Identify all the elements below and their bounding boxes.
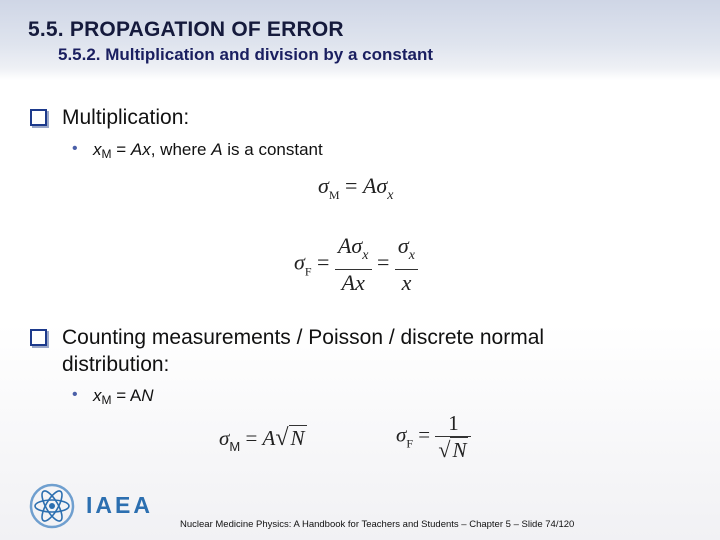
fraction-sqrt	[435, 410, 471, 463]
formula-sigma-m-poisson	[219, 425, 307, 454]
fraction-1	[335, 233, 372, 296]
slide-title: 5.5. PROPAGATION OF ERROR	[28, 18, 344, 41]
sigma-symbol: σ	[397, 233, 409, 258]
var-x: x	[93, 140, 102, 159]
sigma-symbol: σ	[351, 233, 363, 258]
iaea-logo-text: IAEA	[86, 492, 153, 518]
fraction-2	[395, 233, 418, 296]
equals-sign: =	[345, 173, 358, 198]
sigma-symbol: σ	[294, 249, 305, 275]
heading-line-1: Counting measurements / Poisson / discrete normal	[62, 326, 545, 349]
eq-text: =	[111, 140, 131, 159]
where-text: , where	[150, 140, 212, 159]
var-x: x	[93, 386, 102, 405]
equals-sign: =	[418, 422, 431, 447]
sigma-sub: M	[328, 188, 340, 202]
var-A: A	[130, 140, 143, 159]
sigma-symbol: σ	[396, 422, 407, 447]
var-A: A	[362, 173, 377, 198]
multiplication-definition	[93, 140, 323, 161]
sqrt-icon: √	[438, 437, 451, 462]
sigma-sub: x	[387, 188, 394, 203]
var-N: N	[452, 438, 467, 462]
header-band	[0, 0, 720, 80]
sigma-sub: x	[408, 248, 415, 263]
var-sub: M	[101, 147, 112, 161]
iaea-logo-icon	[28, 482, 76, 530]
slide-subtitle: 5.5.2. Multiplication and division by a constant	[58, 45, 434, 64]
sigma-symbol: σ	[376, 173, 388, 198]
numerator: 1	[435, 410, 471, 437]
bullet-dot-icon: •	[72, 386, 78, 403]
formula-sigma-m	[318, 173, 393, 204]
checkbox-bullet-icon	[30, 329, 47, 346]
section-heading-multiplication: Multiplication:	[62, 106, 190, 129]
var-A: A	[337, 233, 352, 258]
sqrt-icon: √	[275, 425, 289, 451]
var-A: A	[262, 426, 276, 450]
section-heading-counting	[62, 324, 702, 378]
formula-sigma-f	[294, 233, 418, 296]
var-N: N	[141, 386, 154, 405]
var-sub: M	[101, 393, 112, 407]
var-x2: x	[142, 140, 151, 159]
sigma-sub: M	[229, 439, 241, 454]
bullet-dot-icon: •	[72, 140, 78, 157]
eq-text: = A	[111, 386, 142, 405]
counting-definition	[93, 386, 154, 407]
sigma-symbol: σ	[219, 426, 230, 450]
checkbox-bullet-icon	[30, 109, 47, 126]
formula-sigma-f-poisson	[396, 410, 471, 463]
footer-citation: Nuclear Medicine Physics: A Handbook for Teachers and Students – Chapter 5 – Slide 74/120	[180, 519, 575, 530]
constant-text: is a constant	[222, 140, 323, 159]
equals-sign: =	[317, 249, 330, 275]
var-N: N	[290, 426, 305, 450]
sigma-sub: F	[304, 264, 312, 279]
var-A2: A	[211, 140, 223, 159]
equals-sign: =	[245, 426, 258, 450]
sigma-symbol: σ	[318, 173, 329, 198]
sigma-sub: x	[362, 248, 369, 263]
equals-sign: =	[377, 249, 390, 275]
heading-line-2: distribution:	[62, 353, 170, 376]
sigma-sub: F	[406, 436, 414, 451]
denominator: Ax	[341, 270, 365, 295]
denominator: x	[401, 270, 412, 295]
